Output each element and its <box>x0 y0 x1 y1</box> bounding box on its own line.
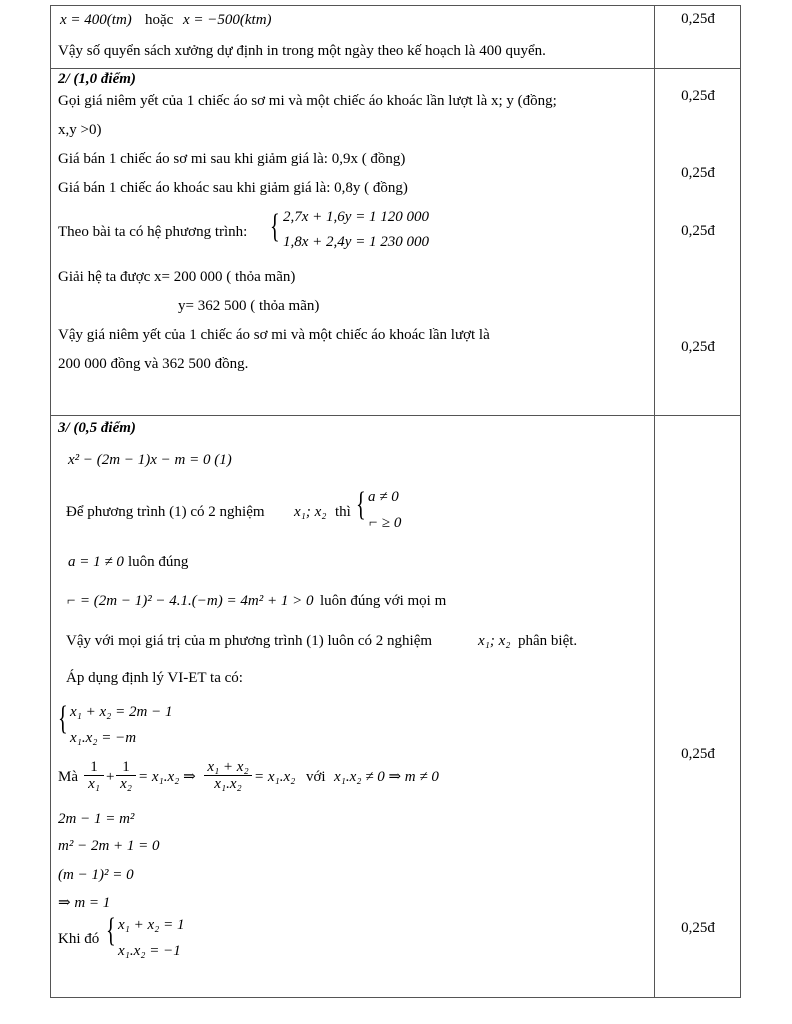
part3-conclude-text: Vậy với mọi giá trị của m phương trình (1) luôn có 2 nghiệm <box>66 633 433 649</box>
part3-k1: x₁ + x₂ = 1 <box>118 917 185 933</box>
part2-system-brace: { <box>270 208 280 245</box>
part3-score-1: 0,25đ <box>681 746 715 762</box>
part3-delta-math: ⌐ = (2m − 1)² − 4.1.(−m) = 4m² + 1 > 0 <box>66 593 314 609</box>
part1-score: 0,25đ <box>681 11 715 27</box>
part3-vieta-brace: { <box>58 700 68 737</box>
part3-eq-b: = x₁.x₂ <box>254 769 296 785</box>
part2-score-4: 0,25đ <box>681 339 715 355</box>
part2-heading: 2/ (1,0 điểm) <box>58 71 136 87</box>
part3-eq-a: = x₁.x₂ ⇒ <box>138 769 196 785</box>
part3-cond2: ⌐ ≥ 0 <box>368 515 402 531</box>
part3-khi-do: Khi đó <box>58 931 100 947</box>
part2-score-2: 0,25đ <box>681 165 715 181</box>
part2-eq1: 2,7x + 1,6y = 1 120 000 <box>283 209 430 225</box>
part3-khi-do-brace: { <box>106 912 116 949</box>
part3-cond-roots: x₁; x₂ <box>294 504 327 520</box>
part3-cond-text: Để phương trình (1) có 2 nghiệm <box>66 504 265 520</box>
part2-line4: Giá bán 1 chiếc áo khoác sau khi giảm giá là: 0,8y ( đồng) <box>58 180 408 196</box>
part3-a-line-text: luôn đúng <box>128 554 189 570</box>
part3-with-cond: x₁.x₂ ≠ 0 ⇒ m ≠ 0 <box>334 769 439 785</box>
part3-with: với <box>306 769 326 785</box>
part3-frac3-den: x₁.x₂ <box>214 776 242 792</box>
part3-s1: 2m − 1 = m² <box>58 811 135 827</box>
part3-conclude-tail: phân biệt. <box>518 633 578 649</box>
part2-score-1: 0,25đ <box>681 88 715 104</box>
part2-line1: Gọi giá niêm yết của 1 chiếc áo sơ mi và một chiếc áo khoác lần lượt là x; y (đồng; <box>58 93 557 109</box>
part3-frac1-den: x₁ <box>88 776 100 792</box>
part3-cond1: a ≠ 0 <box>368 489 399 505</box>
part3-vieta: Áp dụng định lý VI-ET ta có: <box>66 670 243 686</box>
part2-line3: Giá bán 1 chiếc áo sơ mi sau khi giảm giá là: 0,9x ( đồng) <box>58 151 406 167</box>
part3-delta-text: luôn đúng với mọi m <box>320 593 447 609</box>
part3-plus: + <box>106 769 115 785</box>
part3-frac1 <box>84 759 104 792</box>
part3-s3: (m − 1)² = 0 <box>58 867 134 883</box>
row-divider-1 <box>50 68 741 69</box>
part3-vieta1: x₁ + x₂ = 2m − 1 <box>70 704 173 720</box>
part1-line2: Vậy số quyển sách xưởng dự định in trong một ngày theo kế hoạch là 400 quyển. <box>58 43 546 59</box>
part3-frac3 <box>204 759 252 792</box>
part2-line6: y= 362 500 ( thỏa mãn) <box>178 298 320 314</box>
part1-line1-math-a: x = 400(tm) <box>60 12 132 28</box>
part3-frac2-den: x₂ <box>120 776 132 792</box>
part2-system-label: Theo bài ta có hệ phương trình: <box>58 224 248 240</box>
part3-cond-then: thì <box>335 504 351 520</box>
part2-score-3: 0,25đ <box>681 223 715 239</box>
part3-frac1-num: 1 <box>84 759 104 776</box>
part2-eq2: 1,8x + 2,4y = 1 230 000 <box>283 234 430 250</box>
part3-s4: ⇒ m = 1 <box>58 895 111 911</box>
part3-a-line-math: a = 1 ≠ 0 <box>68 554 124 570</box>
row-divider-2 <box>50 415 741 416</box>
part3-frac3-num: x₁ + x₂ <box>204 759 252 776</box>
part3-vieta2: x₁.x₂ = −m <box>70 730 137 746</box>
part3-frac2 <box>116 759 136 792</box>
part2-line2: x,y >0) <box>58 122 102 138</box>
part3-heading: 3/ (0,5 điểm) <box>58 420 136 436</box>
part3-score-2: 0,25đ <box>681 920 715 936</box>
part3-s2: m² − 2m + 1 = 0 <box>58 838 160 854</box>
part3-cond-brace: { <box>356 486 366 523</box>
column-divider <box>654 5 655 998</box>
part3-k2: x₁.x₂ = −1 <box>118 943 181 959</box>
part2-line5: Giải hệ ta được x= 200 000 ( thỏa mãn) <box>58 269 296 285</box>
part3-ma: Mà <box>58 769 78 785</box>
part2-line7: Vậy giá niêm yết của 1 chiếc áo sơ mi và một chiếc áo khoác lần lượt là <box>58 327 490 343</box>
part1-line1-math-b: x = −500(ktm) <box>183 12 272 28</box>
part2-line8: 200 000 đồng và 362 500 đồng. <box>58 356 249 372</box>
part1-line1-word: hoặc <box>145 12 174 28</box>
part3-frac2-num: 1 <box>116 759 136 776</box>
part3-eq-main: x² − (2m − 1)x − m = 0 (1) <box>68 452 232 468</box>
part3-conclude-roots: x₁; x₂ <box>478 633 511 649</box>
